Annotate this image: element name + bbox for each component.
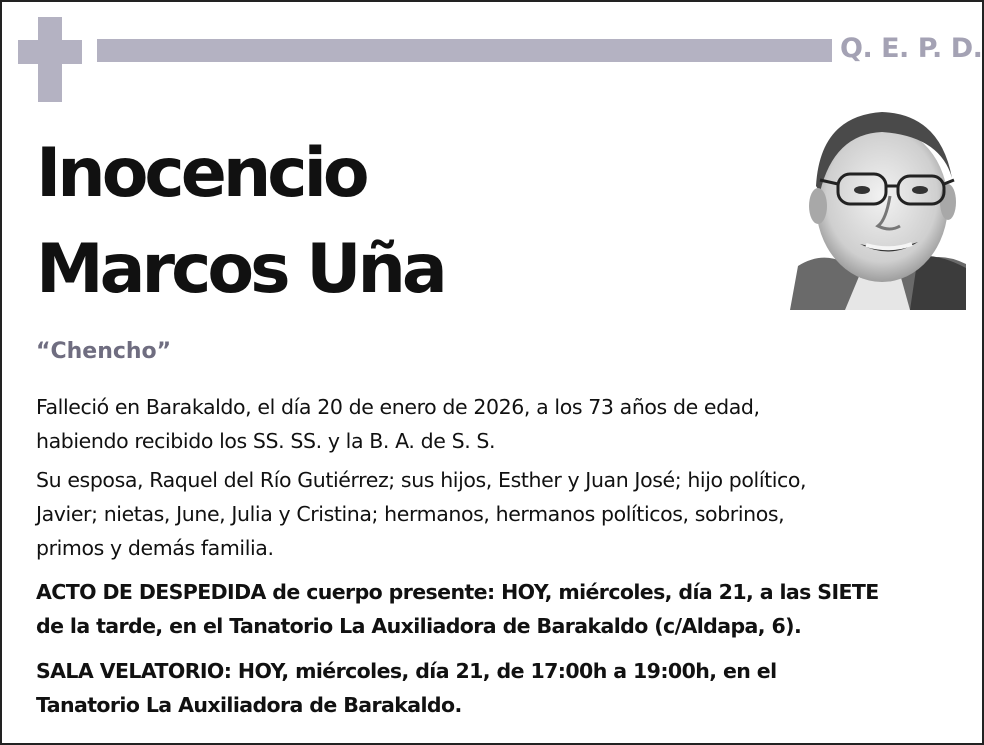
header-bar bbox=[97, 39, 832, 62]
portrait-photo bbox=[790, 96, 966, 310]
death-notice-line: habiendo recibido los SS. SS. y la B. A. de S. S. bbox=[36, 429, 496, 453]
farewell-paragraph bbox=[36, 575, 966, 643]
cross-icon-horizontal bbox=[18, 40, 82, 64]
qepd-label: Q. E. P. D. bbox=[840, 33, 983, 64]
farewell-line: ACTO DE DESPEDIDA de cuerpo presente: HOY, miércoles, día 21, a las SIETE bbox=[36, 580, 879, 604]
family-line: primos y demás familia. bbox=[36, 536, 274, 560]
deceased-surnames: Marcos Uña bbox=[36, 230, 444, 309]
portrait-illustration bbox=[790, 96, 966, 310]
wake-paragraph bbox=[36, 654, 966, 722]
family-line: Javier; nietas, June, Julia y Cristina; hermanos, hermanos políticos, sobrinos, bbox=[36, 502, 785, 526]
death-notice-paragraph bbox=[36, 390, 966, 458]
family-line: Su esposa, Raquel del Río Gutiérrez; sus hijos, Esther y Juan José; hijo político, bbox=[36, 468, 807, 492]
wake-line: SALA VELATORIO: HOY, miércoles, día 21, de 17:00h a 19:00h, en el bbox=[36, 659, 777, 683]
death-notice-line: Falleció en Barakaldo, el día 20 de enero de 2026, a los 73 años de edad, bbox=[36, 395, 760, 419]
family-paragraph bbox=[36, 463, 966, 565]
farewell-line: de la tarde, en el Tanatorio La Auxiliadora de Barakaldo (c/Aldapa, 6). bbox=[36, 614, 802, 638]
deceased-first-name: Inocencio bbox=[36, 134, 366, 213]
wake-line: Tanatorio La Auxiliadora de Barakaldo. bbox=[36, 693, 462, 717]
nickname: “Chencho” bbox=[36, 339, 172, 364]
